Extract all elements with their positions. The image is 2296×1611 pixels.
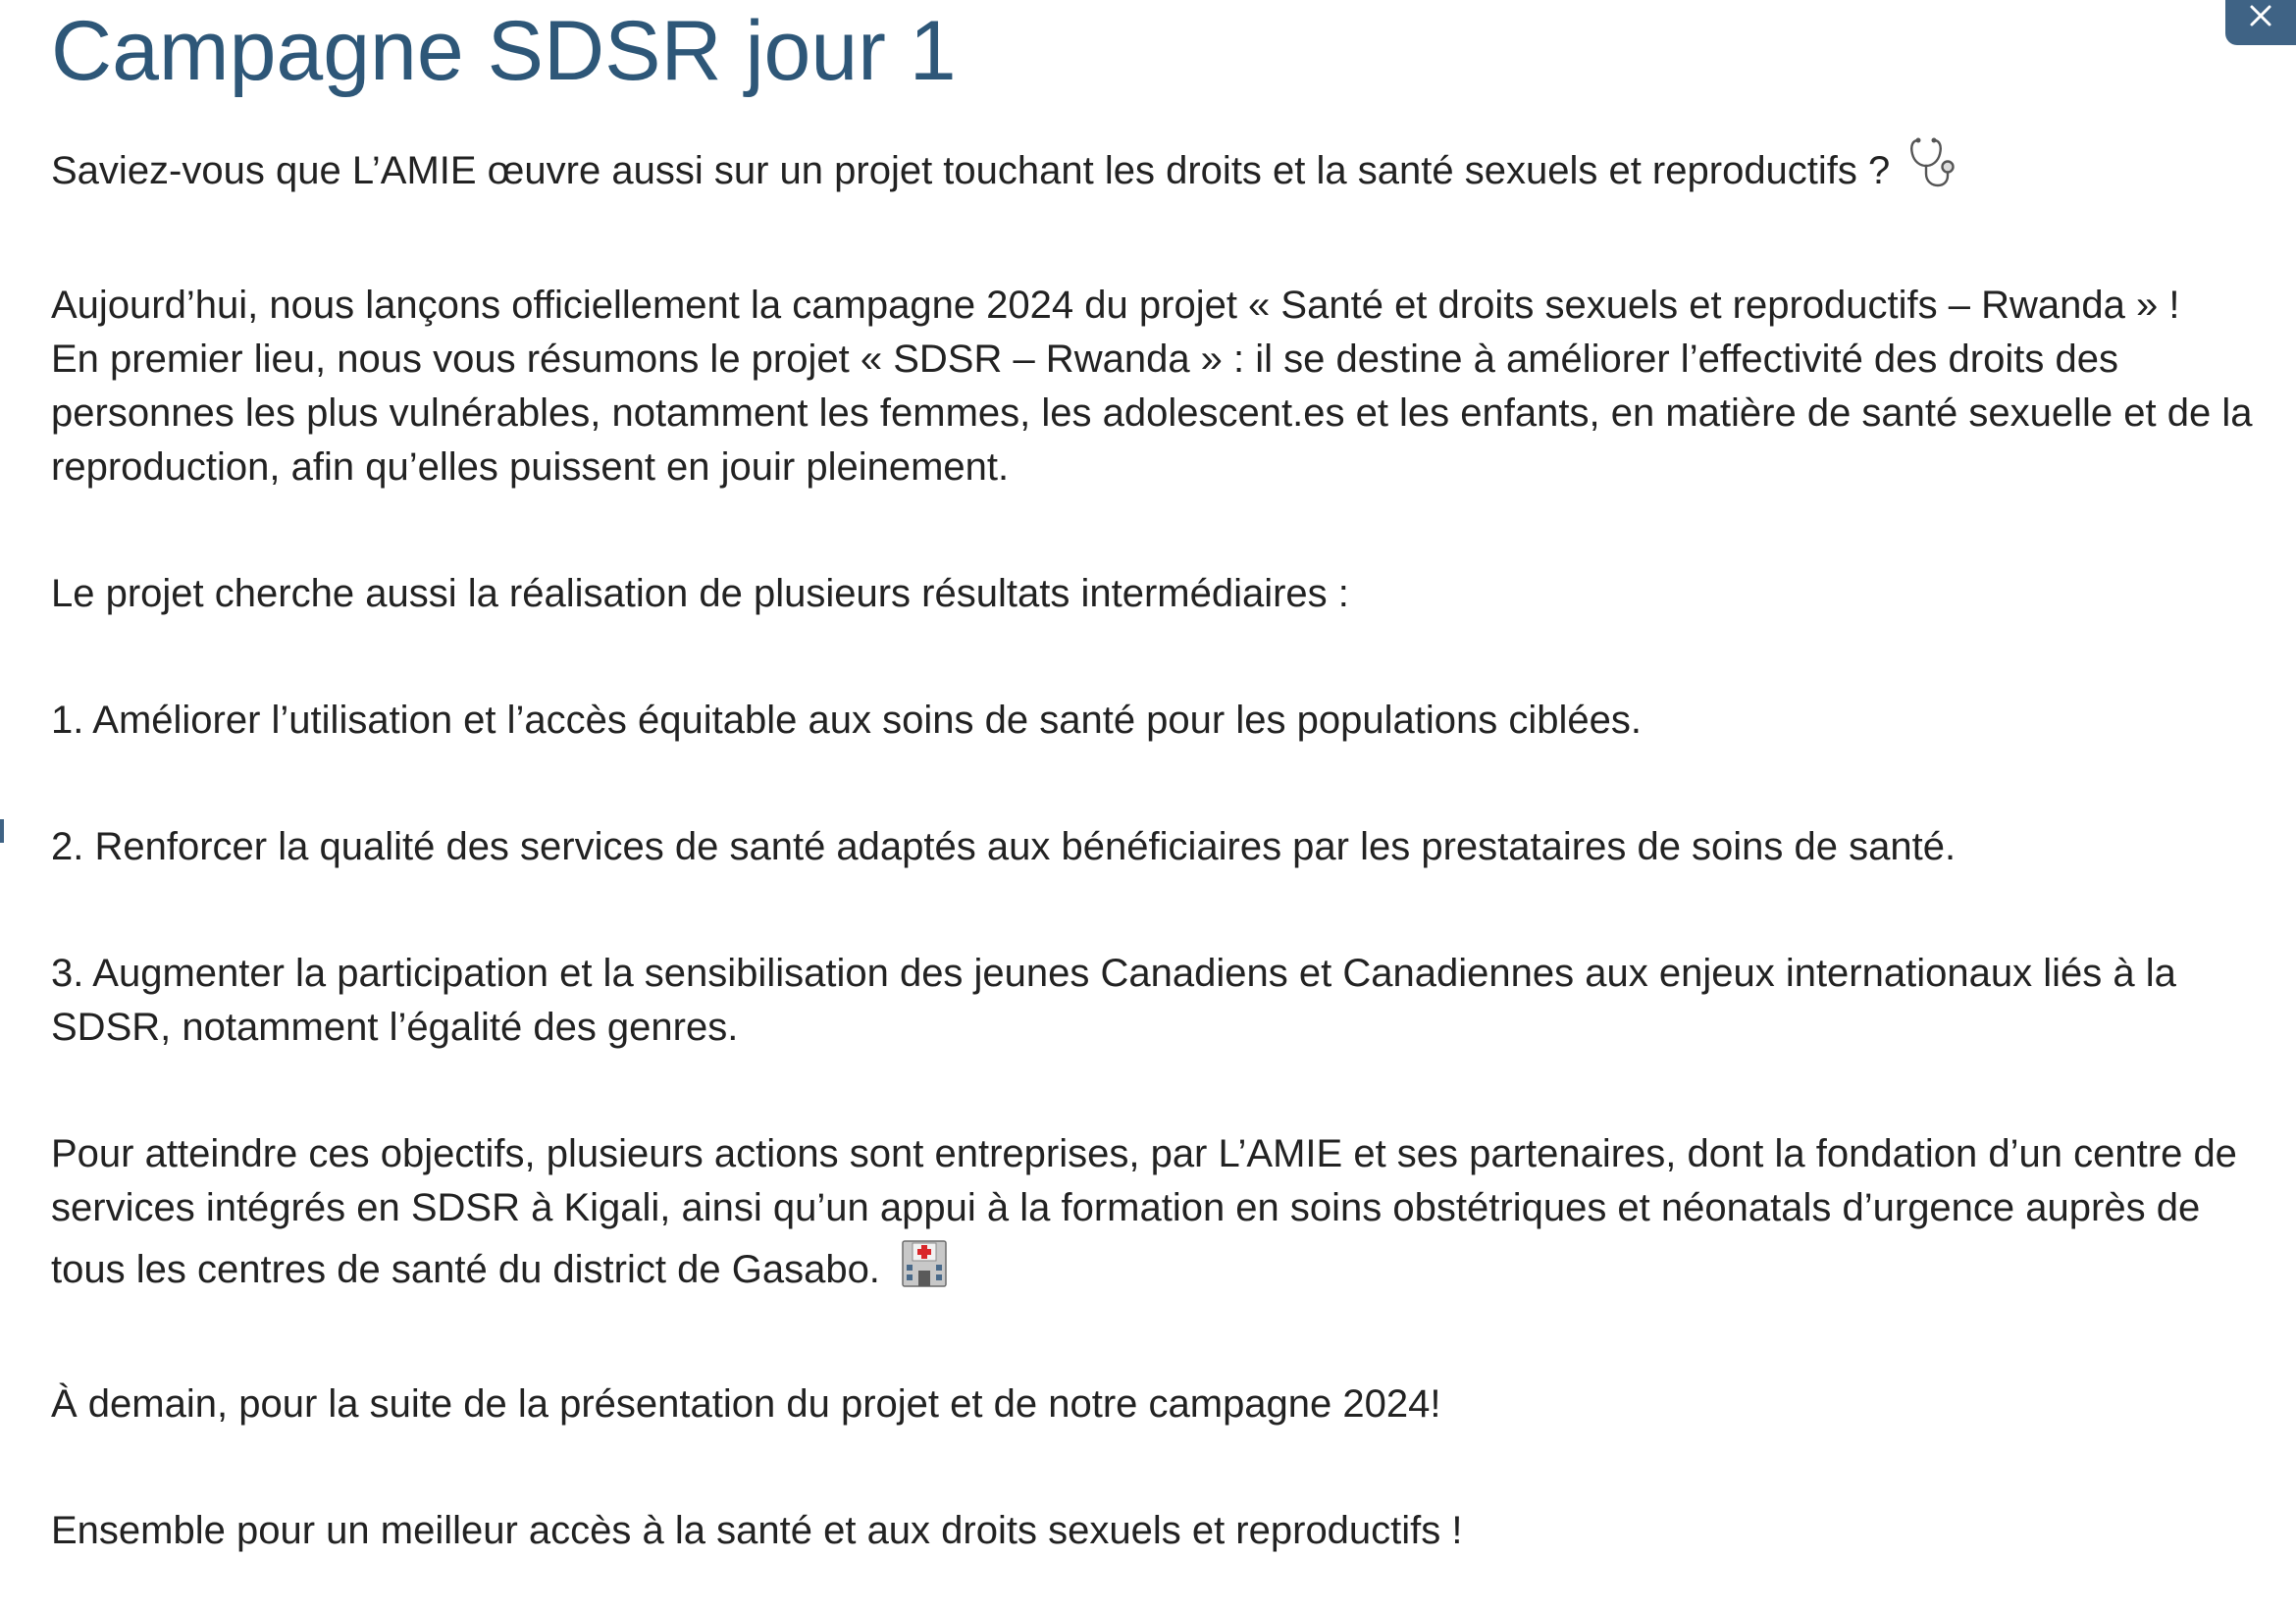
intro-text: Saviez-vous que L’AMIE œuvre aussi sur un projet touchant les droits et la santé sexuels et reproductifs ?	[51, 149, 1891, 192]
tomorrow-paragraph: À demain, pour la suite de la présentation du projet et de notre campagne 2024!	[51, 1382, 1441, 1426]
intro-paragraph	[51, 134, 2269, 206]
summary-paragraph: En premier lieu, nous vous résumons le projet « SDSR – Rwanda » : il se destine à améliorer l’effectivité des droits des personnes les plus vulnérables, notamment les femmes, les adolescent.es et les enfants, en matière de santé sexuelle et de la reproduction, afin qu’elles puissent en jouir pleinement.	[51, 338, 2253, 489]
post-content	[51, 0, 2269, 1558]
result-item-2: 2. Renforcer la qualité des services de santé adaptés aux bénéficiaires par les prestataires de soins de santé.	[51, 825, 1957, 868]
stethoscope-icon	[1906, 134, 1963, 206]
hospital-icon	[897, 1235, 952, 1305]
results-intro-paragraph: Le projet cherche aussi la réalisation de plusieurs résultats intermédiaires :	[51, 572, 1349, 615]
closing-paragraph: Ensemble pour un meilleur accès à la santé et aux droits sexuels et reproductifs !	[51, 1509, 1463, 1552]
actions-text: Pour atteindre ces objectifs, plusieurs actions sont entreprises, par L’AMIE et ses partenaires, dont la fondation d’un centre de services intégrés en SDSR à Kigali, ainsi qu’un appui à la formation en soins obstétriques et néonatals d’urgence auprès de tous les centres de santé du district de Gasabo.	[51, 1132, 2237, 1291]
post-title: Campagne SDSR jour 1	[51, 4, 957, 98]
result-item-1: 1. Améliorer l’utilisation et l’accès équitable aux soins de santé pour les populations ciblées.	[51, 699, 1642, 742]
actions-paragraph	[51, 1127, 2269, 1305]
result-item-3: 3. Augmenter la participation et la sensibilisation des jeunes Canadiens et Canadiennes aux enjeux internationaux liés à la SDSR, notamment l’égalité des genres.	[51, 952, 2176, 1049]
scroll-indicator	[0, 819, 4, 843]
launch-paragraph: Aujourd’hui, nous lançons officiellement la campagne 2024 du projet « Santé et droits sexuels et reproductifs – Rwanda » !	[51, 284, 2180, 327]
